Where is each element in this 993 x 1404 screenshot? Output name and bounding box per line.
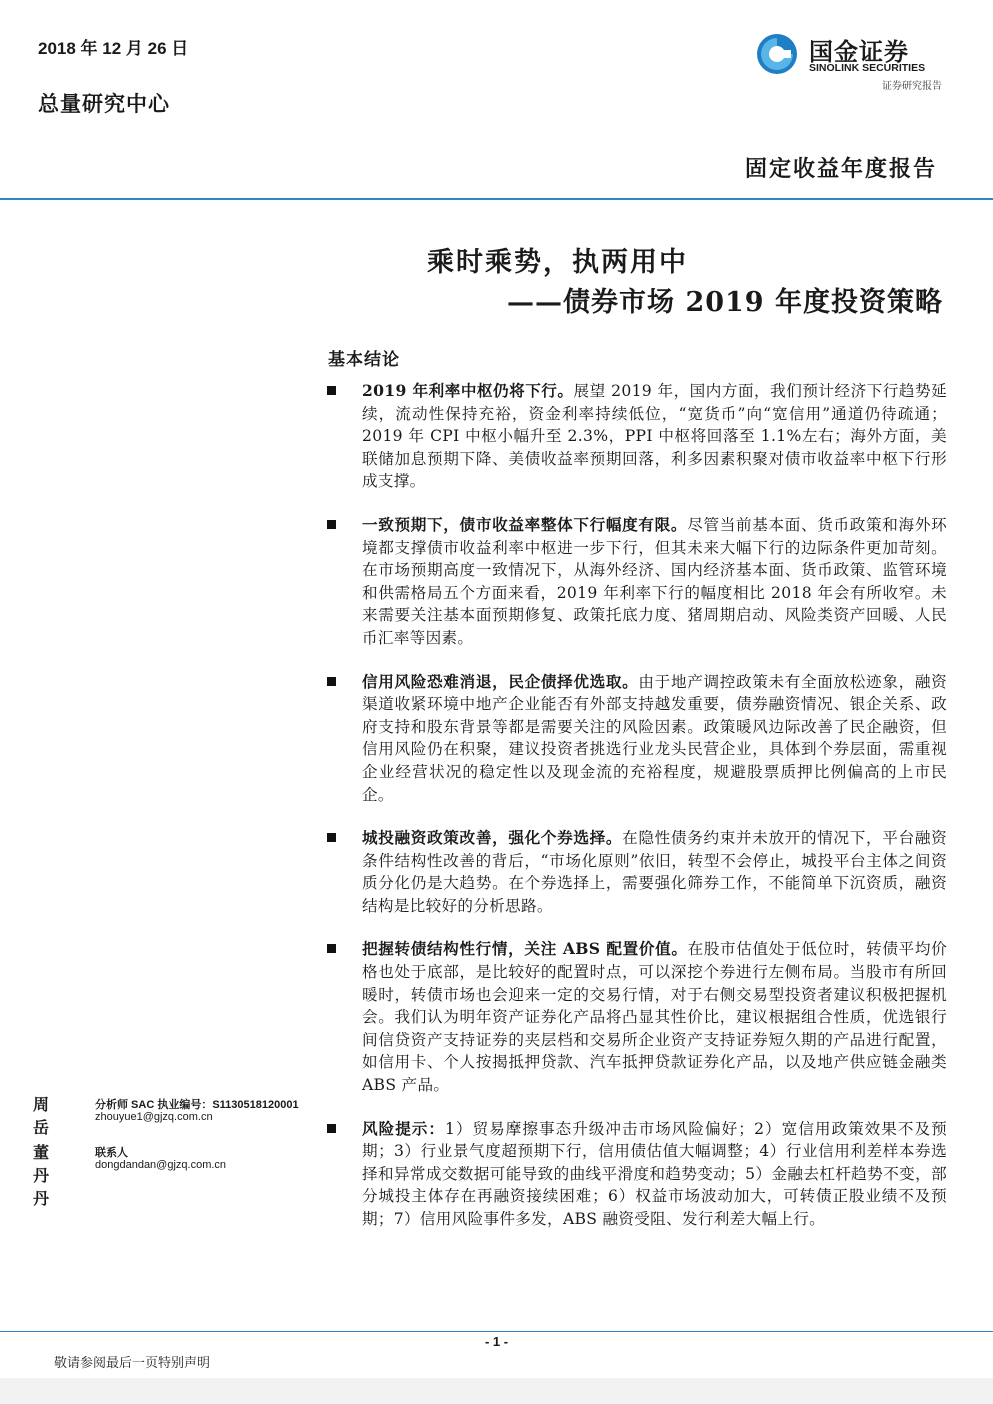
department-name: 总量研究中心 bbox=[38, 91, 170, 116]
logo-name-en: SINOLINK SECURITIES bbox=[809, 62, 926, 74]
conclusion-item bbox=[322, 938, 947, 1096]
conclusion-lead: 2019 年利率中枢仍将下行。 bbox=[362, 381, 574, 400]
conclusion-item bbox=[322, 827, 947, 917]
square-bullet-icon bbox=[327, 1124, 336, 1133]
contact-name: 董丹丹 bbox=[33, 1143, 50, 1208]
conclusion-item bbox=[322, 671, 947, 807]
contact-role: 联系人 bbox=[95, 1147, 128, 1159]
report-title: 乘时乘势，执两用中 bbox=[427, 247, 688, 278]
risk-warning-body: 1）贸易摩擦事态升级冲击市场风险偏好；2）宽信用政策效果不及预期；3）行业景气度超预期下行，信用债估值大幅调整；4）行业信用利差样本券选择和异常成交数据可能导致的曲线平滑度和趋势变动；5）金融去杠杆趋势不变，部分城投主体存在再融资接续困难；6）权益市场波动加大，可转债正股业绩不及预期；7）信用风险事件多发，ABS 融资受阻、发行利差大幅上行。 bbox=[362, 1119, 947, 1228]
conclusion-body: 在股市估值处于低位时，转债平均价格也处于底部，是比较好的配置时点，可以深挖个券进行左侧布局。当股市有所回暖时，转债市场也会迎来一定的交易行情，对于右侧交易型投资者建议积极把握机会。我们认为明年资产证券化产品将凸显其性价比，建议根据组合性质，优选银行间信贷资产支持证券的夹层档和交易所企业资产支持证券短久期的产品进行配置，如信用卡、个人按揭抵押贷款、汽车抵押贷款证券化产品，以及地产供应链金融类 ABS 产品。 bbox=[362, 940, 947, 1095]
sinolink-logo-icon bbox=[755, 32, 799, 76]
square-bullet-icon bbox=[327, 520, 336, 529]
risk-warning-lead: 风险提示： bbox=[362, 1118, 446, 1138]
conclusion-lead: 把握转债结构性行情，关注 ABS 配置价值。 bbox=[362, 939, 688, 959]
header-divider bbox=[0, 198, 993, 200]
logo-name-cn: 国金证券 bbox=[809, 38, 909, 66]
report-type: 固定收益年度报告 bbox=[744, 156, 937, 182]
footer-divider bbox=[0, 1331, 993, 1332]
footer-disclaimer: 敬请参阅最后一页特别声明 bbox=[54, 1356, 211, 1371]
conclusion-item bbox=[322, 380, 947, 493]
conclusion-body: 在隐性债务约束并未放开的情况下，平台融资条件结构性改善的背后，“市场化原则”依旧，转型不会停止，城投平台主体之间资质分化仍是大趋势。在个券选择上，需要强化筛券工作，不能简单下沉资质，融资结构是比较好的分析思路。 bbox=[362, 829, 947, 915]
section-heading: 基本结论 bbox=[328, 350, 400, 370]
conclusion-list bbox=[322, 380, 947, 1231]
conclusion-body: 由于地产调控政策未有全面放松迹象，融资渠道收紧环境中地产企业能否有外部支持越发重要，债券融资情况、银企关系、政府支持和股东背景等都是需要关注的风险因素。政策暖风边际改善了民企融资，但信用风险仍在积聚，建议投资者挑选行业龙头民营企业，具体到个券层面，需重视企业经营状况的稳定性以及现金流的充裕程度，规避股票质押比例偏高的上市民企。 bbox=[362, 672, 947, 804]
square-bullet-icon bbox=[327, 944, 336, 953]
conclusion-lead: 信用风险恐难消退，民企债择优选取。 bbox=[362, 671, 639, 691]
company-logo bbox=[755, 28, 950, 98]
conclusion-item bbox=[322, 514, 947, 650]
analyst-email[interactable]: zhouyue1@gjzq.com.cn bbox=[95, 1111, 213, 1123]
conclusion-lead: 一致预期下，债市收益率整体下行幅度有限。 bbox=[362, 514, 688, 534]
analyst-role: 分析师 SAC 执业编号：S1130518120001 bbox=[95, 1099, 299, 1111]
conclusion-body: 尽管当前基本面、货币政策和海外环境都支撑债市收益利率中枢进一步下行，但其未来大幅下行的边际条件更加苛刻。在市场预期高度一致情况下，从海外经济、国内经济基本面、货币政策、监管环境和供需格局五个方面来看，2019 年利率下行的幅度相比 2018 年会有所收窄。未来需要关注基本面预期修复、政策托底力度、猪周期启动、风险类资产回暖、人民币汇率等因素。 bbox=[362, 515, 947, 647]
square-bullet-icon bbox=[327, 386, 336, 395]
square-bullet-icon bbox=[327, 677, 336, 686]
page-number: - 1 - bbox=[484, 1334, 509, 1349]
analyst-name: 周岳 bbox=[33, 1095, 50, 1137]
contact-email[interactable]: dongdandan@gjzq.com.cn bbox=[95, 1159, 227, 1171]
logo-subtitle: 证券研究报告 bbox=[882, 81, 942, 92]
conclusion-lead: 城投融资政策改善，强化个券选择。 bbox=[362, 828, 623, 848]
square-bullet-icon bbox=[327, 833, 336, 842]
conclusion-body: 展望 2019 年，国内方面，我们预计经济下行趋势延续，流动性保持充裕，资金利率持续低位，“宽货币”向“宽信用”通道仍待疏通；2019 年 CPI 中枢小幅升至 2.3%，PPI 中枢将回落至 1.1%左右；海外方面，美联储加息预期下降、美债收益率预期回落，利多因素积聚对债市收益率中枢下行形成支撑。 bbox=[362, 382, 947, 491]
report-subtitle: ——债券市场 2019 年度投资策略 bbox=[507, 287, 943, 318]
report-date: 2018 年 12 月 26 日 bbox=[38, 39, 189, 58]
risk-warning-item bbox=[322, 1118, 947, 1231]
page-bottom-band bbox=[0, 1378, 993, 1404]
